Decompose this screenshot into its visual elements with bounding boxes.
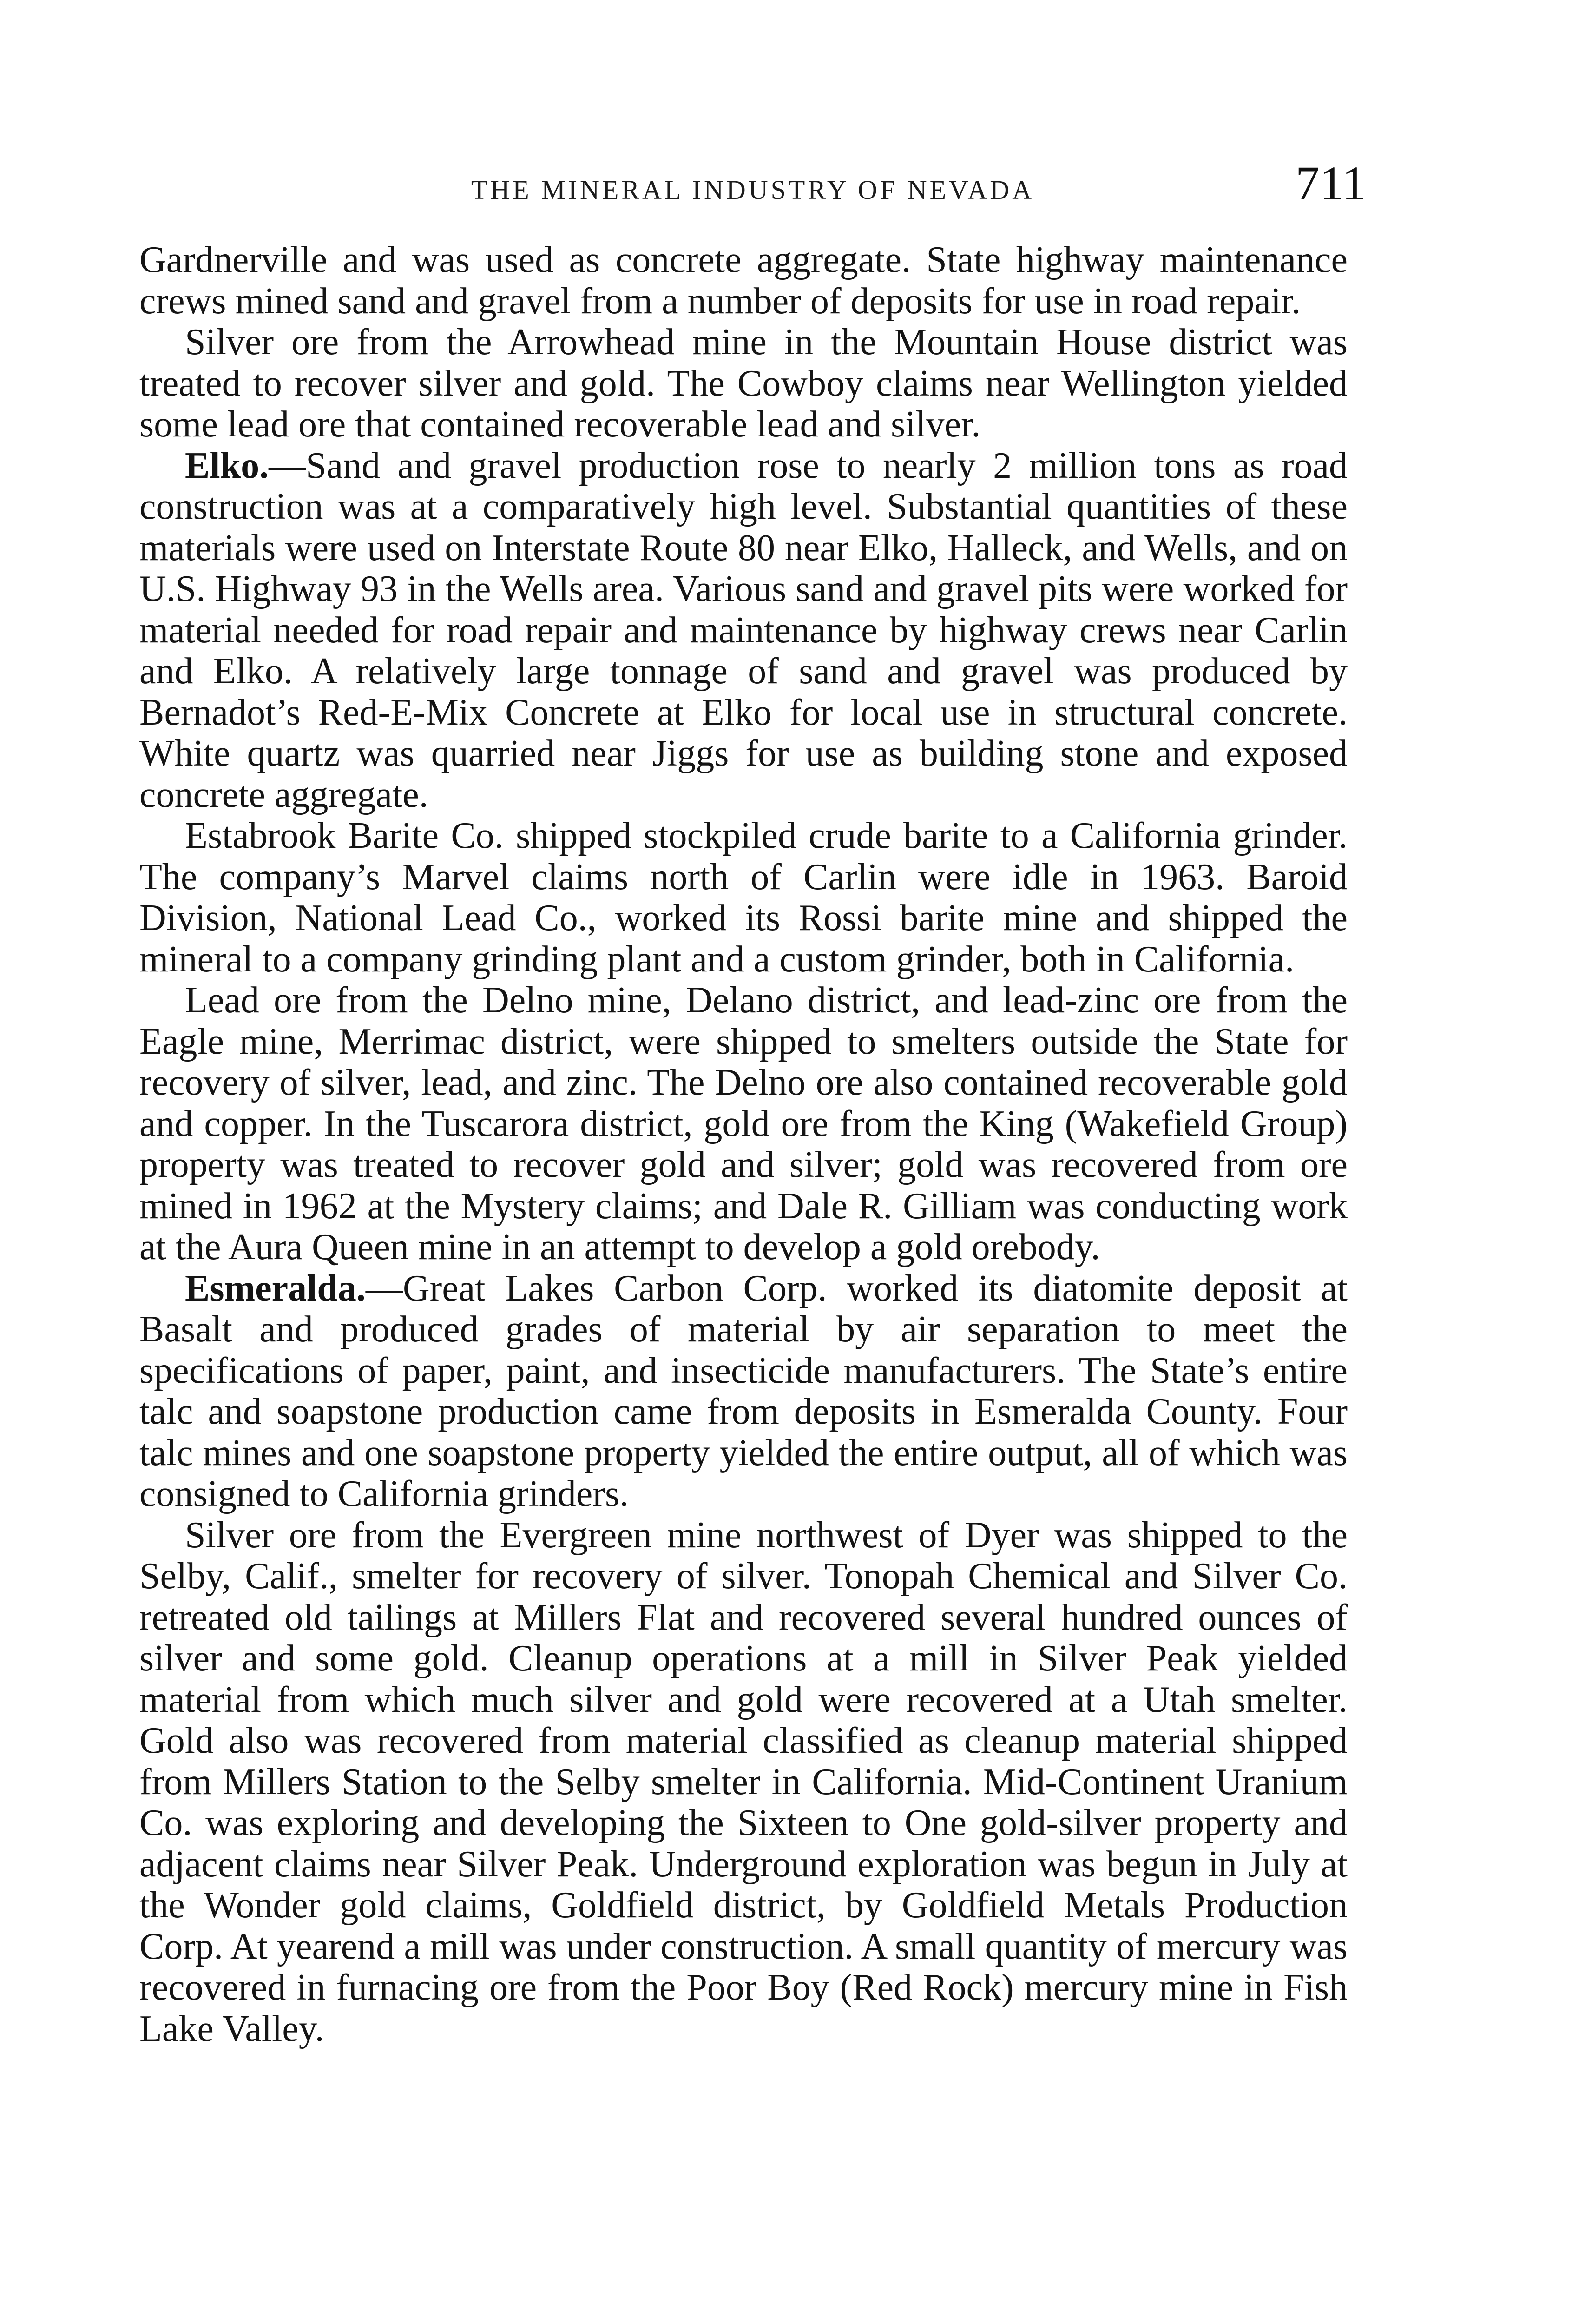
paragraph-esmeralda	[139, 1268, 1348, 1515]
section-heading-elko: Elko.	[185, 445, 269, 486]
paragraph-estabrook: Estabrook Barite Co. shipped stockpiled crude barite to a California grinder. The company’s Marvel claims north of Carlin were idle in 1963. Baroid Division, National Lead Co., worked its Rossi barite mine and shipped the mineral to a company grinding plant and a custom grinder, both in California.	[139, 815, 1348, 980]
running-title: THE MINERAL INDUSTRY OF NEVADA	[471, 175, 1035, 205]
body-text	[139, 239, 1348, 2049]
paragraph-elko	[139, 445, 1348, 816]
section-heading-esmeralda: Esmeralda.	[185, 1268, 366, 1309]
paragraph-elko-text: —Sand and gravel production rose to nearly 2 million tons as road construction was at a comparatively high level. Substantial quantities of these materials were used on Interstate Route 80 near Elko, Halleck, and Wells, and on U.S. Highway 93 in the Wells area. Various sand and gravel pits were worked for material needed for road repair and maintenance by highway crews near Carlin and Elko. A relatively large tonnage of sand and gravel was produced by Bernadot’s Red-E-Mix Concrete at Elko for local use in structural concrete. White quartz was quarried near Jiggs for use as building stone and exposed concrete aggregate.	[139, 445, 1348, 815]
paragraph-arrowhead: Silver ore from the Arrowhead mine in the Mountain House district was treated to recover silver and gold. The Cowboy claims near Wellington yielded some lead ore that contained recoverable lead and silver.	[139, 322, 1348, 445]
paragraph-evergreen: Silver ore from the Evergreen mine northwest of Dyer was shipped to the Selby, Calif., smelter for recovery of silver. Tonopah Chemical and Silver Co. retreated old tailings at Millers Flat and recovered several hundred ounces of silver and some gold. Cleanup operations at a mill in Silver Peak yielded material from which much silver and gold were recovered at a Utah smelter. Gold also was recovered from material classified as cleanup material shipped from Millers Station to the Selby smelter in California. Mid-Continent Uranium Co. was exploring and developing the Sixteen to One gold-silver property and adjacent claims near Silver Peak. Underground exploration was begun in July at the Wonder gold claims, Goldfield district, by Goldfield Metals Production Corp. At yearend a mill was under construction. A small quantity of mercury was recovered in furnacing ore from the Poor Boy (Red Rock) mercury mine in Fish Lake Valley.	[139, 1514, 1348, 2049]
paragraph-delno: Lead ore from the Delno mine, Delano district, and lead-zinc ore from the Eagle mine, Merrimac district, were shipped to smelters outside the State for recovery of silver, lead, and zinc. The Delno ore also contained recoverable gold and copper. In the Tuscarora district, gold ore from the King (Wakefield Group) property was treated to recover gold and silver; gold was recovered from ore mined in 1962 at the Mystery claims; and Dale R. Gilliam was conducting work at the Aura Queen mine in an attempt to develop a gold orebody.	[139, 980, 1348, 1268]
paragraph-esmeralda-text: —Great Lakes Carbon Corp. worked its diatomite deposit at Basalt and produced grades of material by air separation to meet the specifications of paper, paint, and insecticide manufacturers. The State’s entire talc and soapstone production came from deposits in Esmeralda County. Four talc mines and one soapstone property yielded the entire output, all of which was consigned to California grinders.	[139, 1268, 1348, 1514]
page-number: 711	[1295, 157, 1366, 210]
running-head	[139, 156, 1366, 211]
paragraph-gardnerville: Gardnerville and was used as concrete aggregate. State highway maintenance crews mined sand and gravel from a number of deposits for use in road repair.	[139, 239, 1348, 322]
